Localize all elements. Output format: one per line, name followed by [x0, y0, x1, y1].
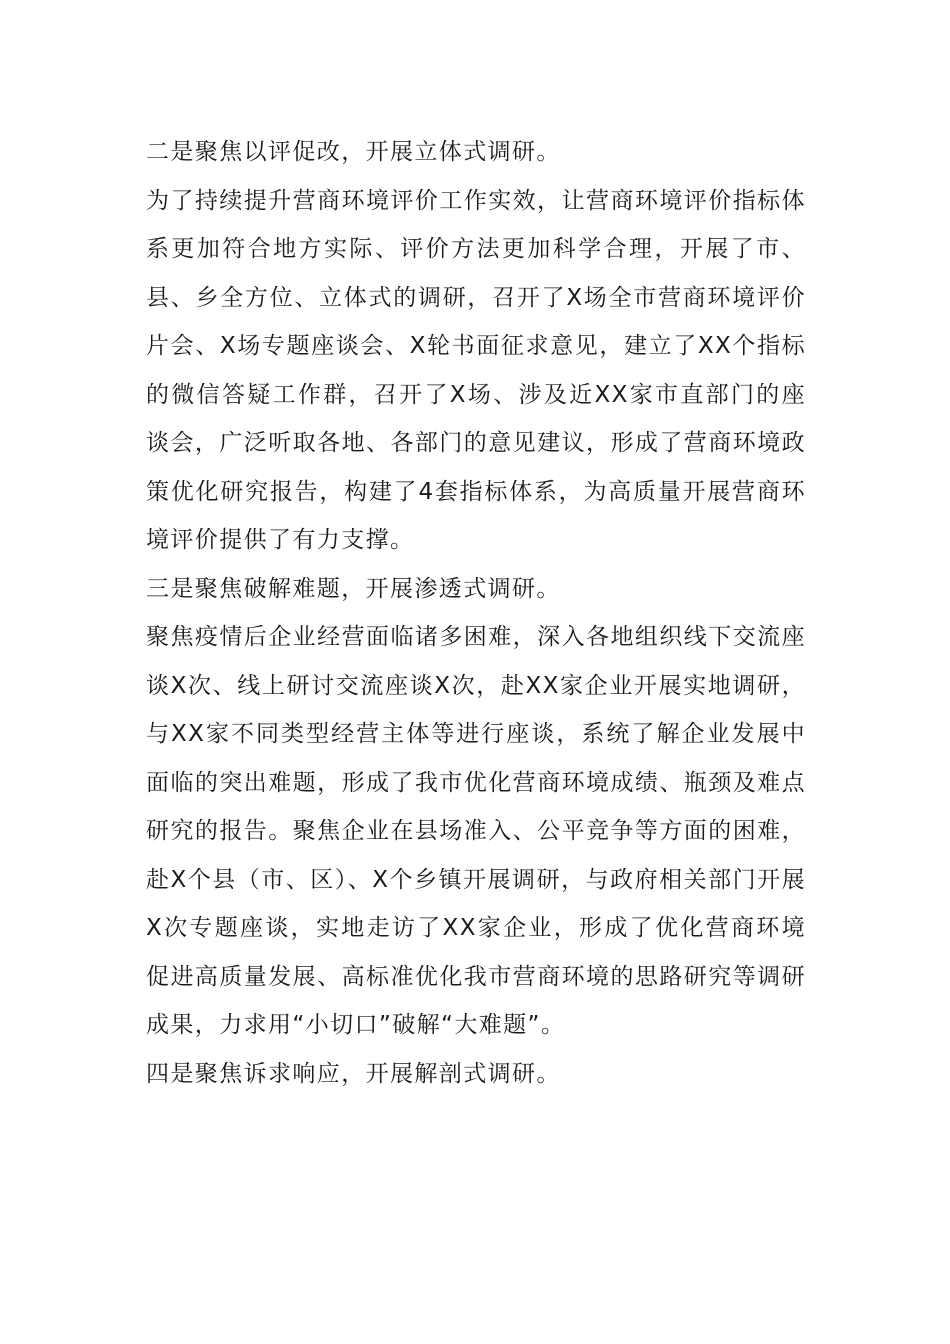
document-body [146, 128, 806, 1098]
body-paragraph-evaluation-research: 为了持续提升营商环境评价工作实效，让营商环境评价指标体系更加符合地方实际、评价方法更加科学合理，开展了市、县、乡全方位、立体式的调研，召开了X场全市营商环境评价片会、X场专题座谈会、X轮书面征求意见，建立了XX个指标的微信答疑工作群，召开了X场、涉及近XX家市直部门的座谈会，广泛听取各地、各部门的意见建议，形成了营商环境政策优化研究报告，构建了4套指标体系，为高质量开展营商环境评价提供了有力支撑。 [146, 187, 806, 553]
section-heading-three: 三是聚焦破解难题，开展渗透式调研。 [146, 575, 561, 602]
body-paragraph-problem-solving-research: 聚焦疫情后企业经营面临诸多困难，深入各地组织线下交流座谈X次、线上研讨交流座谈X次，赴XX家企业开展实地调研，与XX家不同类型经营主体等进行座谈，系统了解企业发展中面临的突出难题，形成了我市优化营商环境成绩、瓶颈及难点研究的报告。聚焦企业在县场准入、公平竞争等方面的困难，赴X个县（市、区）、X个乡镇开展调研，与政府相关部门开展X次专题座谈，实地走访了XX家企业，形成了优化营商环境促进高质量发展、高标准优化我市营商环境的思路研究等调研成果，力求用“小切口”破解“大难题”。 [146, 624, 806, 1038]
section-heading-four: 四是聚焦诉求响应，开展解剖式调研。 [146, 1060, 561, 1087]
section-heading-two: 二是聚焦以评促改，开展立体式调研。 [146, 139, 561, 165]
